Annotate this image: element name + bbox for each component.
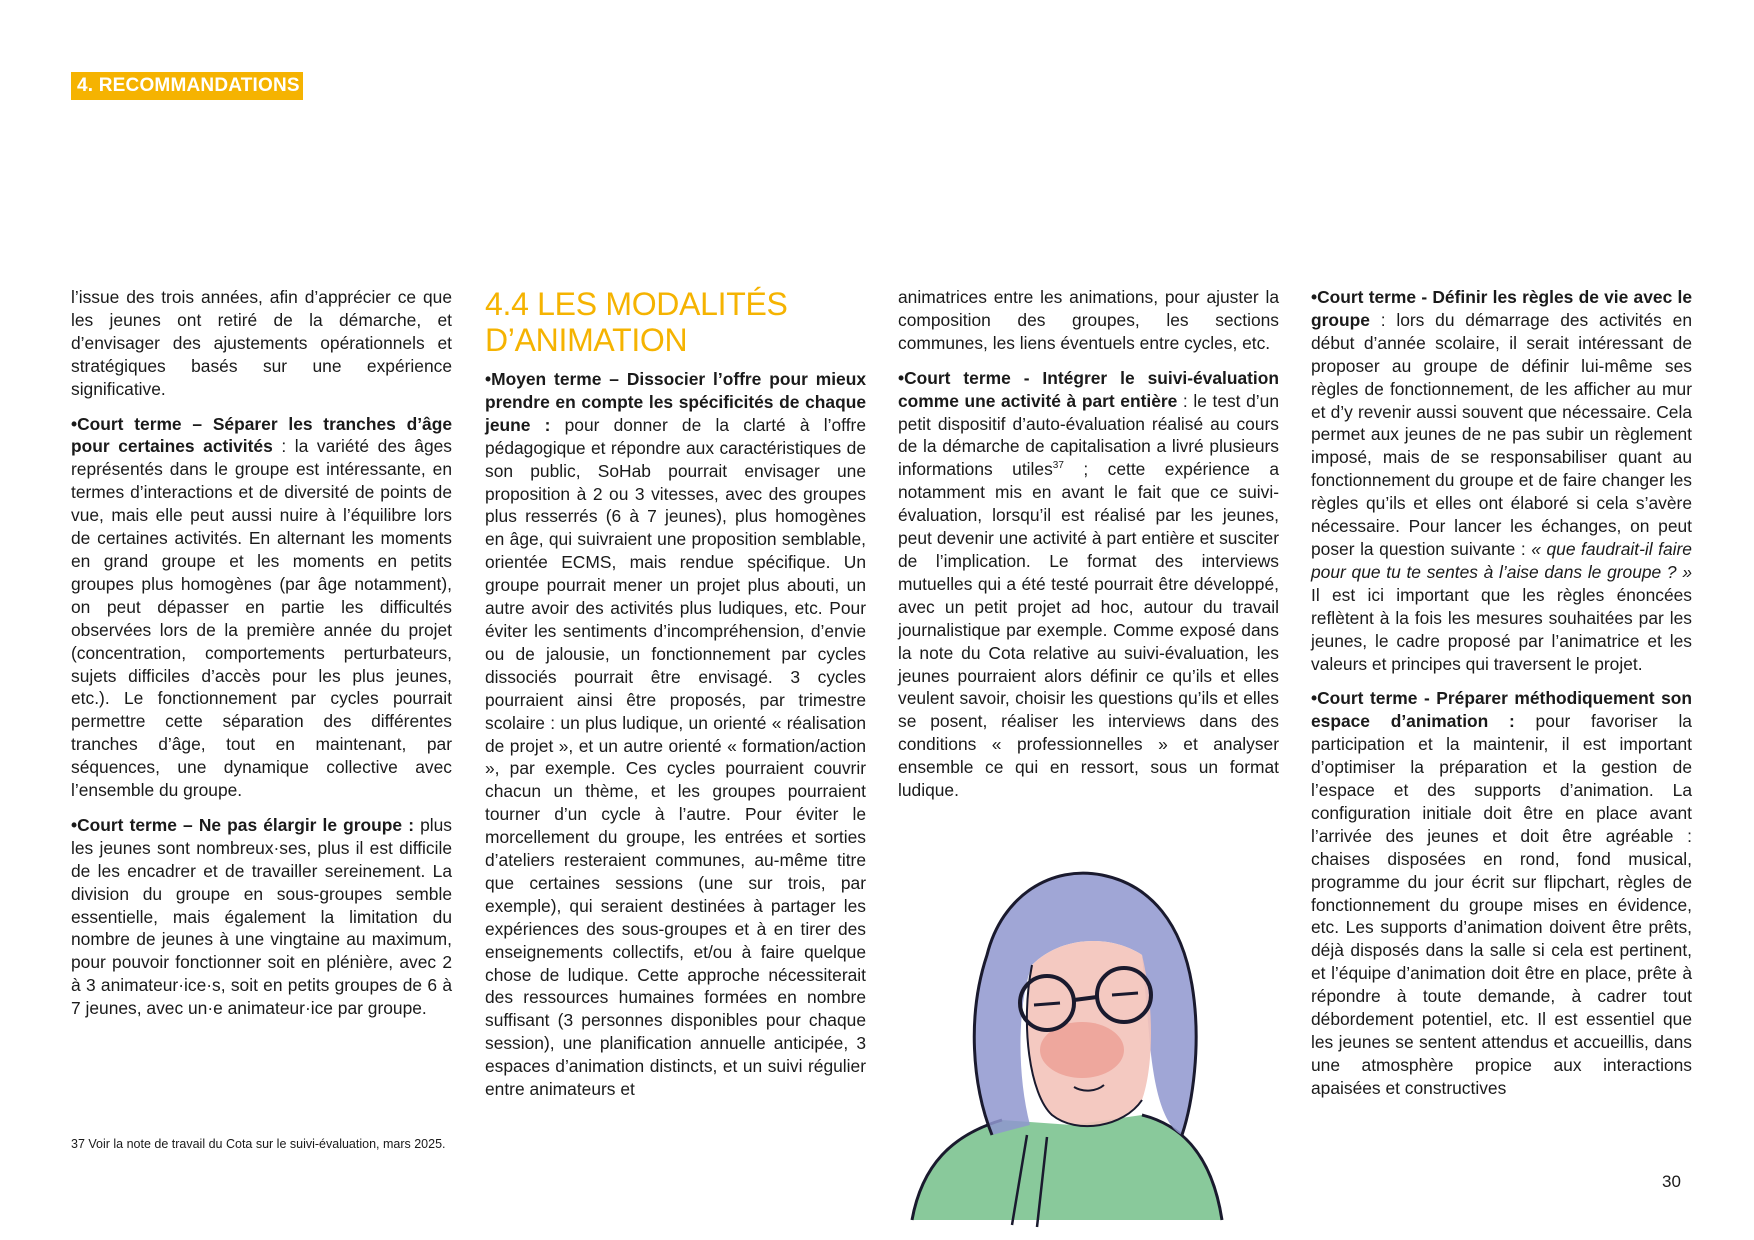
column-3 [898,286,1279,802]
section-tag: 4. RECOMMANDATIONS [71,72,303,100]
paragraph [898,367,1279,802]
recommendation-title: •Court terme - Préparer méthodiquement son espace d’animation : [1311,688,1692,732]
paragraph [1311,687,1692,1099]
column-4 [1311,286,1692,1100]
recommendation-text: pour donner de la clarté à l’offre pédagogique et répondre aux caractéristiques de son public, SoHab pourrait envisager une proposition à 2 ou 3 vitesses, avec des groupes plus resserrés (6 à 7 jeunes), plus homogènes en âge, qui suivraient une proposition semblable, orientée ECMS, mais rendue spécifique. Un groupe pourrait mener un projet plus abouti, un autre avoir des activités plus ludiques, etc. Pour éviter les sentiments d’incompréhension, d’envie ou de jalousie, un fonctionnement par cycles dissociés pourrait être envisagé. 3 cycles pourraient ainsi être proposés, par trimestre scolaire : un plus ludique, un orienté « réalisation de projet », et un autre orienté « formation/action », par exemple. Ces cycles pourraient couvrir chacun un thème, et les groupes pourraient tourner d’un cycle à l’autre. Pour éviter le morcellement du groupe, les entrées et sorties d’ateliers resteraient communes, au-même titre que certaines sessions (une sur trois, par exemple), qui seraient destinées à partager les expériences des sous-groupes et à en tirer des enseignements collectifs, et/ou à faire quelque chose de ludique. Cette approche nécessiterait des ressources humaines formées en nombre suffisant (3 personnes disponibles pour chaque session), une planification annuelle anticipée, 3 espaces d’animation distincts, et un suivi régulier entre animateurs et [485,414,866,1100]
paragraph [1311,286,1692,675]
paragraph [485,368,866,1101]
paragraph: animatrices entre les animations, pour ajuster la composition des groupes, les sections communes, les liens éventuels entre cycles, etc. [898,287,1279,353]
footnote-ref[interactable]: 37 [1052,460,1064,472]
column-2 [485,286,866,1101]
paragraph [71,413,452,802]
recommendation-title: •Moyen terme – Dissocier l’offre pour mieux prendre en compte les spécificités de chaque jeune : [485,369,866,435]
recommendation-text: : la variété des âges représentés dans le groupe est intéressante, en termes d’interactions et de diversité de points de vue, mais elle peut aussi nuire à l’équilibre lors de certaines activités. En alternant les moments en grand groupe et les moments en petits groupes plus homogènes (par âge notamment), on peut dépasser en partie les difficultés observées lors de la première année du projet (concentration, comportements perturbateurs, sujets difficiles d’accès pour les plus jeunes, etc.). Le fonctionnement par cycles pourrait permettre cette séparation des différentes tranches d’âge, tout en maintenant, par séquences, une dynamique collective avec l’ensemble du groupe. [71,436,452,801]
column-1 [71,286,452,1020]
recommendation-text: pour favoriser la participation et la maintenir, il est important d’optimiser la préparation et la gestion de l’espace et des supports d’animation. La configuration initiale doit être en place avant l’arrivée des jeunes et doit être agréable : chaises disposées en rond, fond musical, programme du jour écrit sur flipchart, règles de fonctionnement du groupe mises en évidence, etc. Les supports d’animation doivent être prêts, déjà disposés dans la salle si cela est pertinent, et l’équipe d’animation doit être en place, prête à répondre à toute demande, à cadrer tout débordement potentiel, etc. Il est essentiel que les jeunes se sentent attendus et accueillis, dans une atmosphère propice aux interactions apaisées et constructives [1311,711,1692,1098]
footnote: 37 Voir la note de travail du Cota sur le suivi-évaluation, mars 2025. [71,1137,446,1151]
recommendation-text: Il est ici important que les règles énoncées reflètent à la fois les mesures souhaitées par les jeunes, le cadre proposé par l’animatrice et les valeurs et principes qui traversent le projet. [1311,584,1692,674]
paragraph: l’issue des trois années, afin d’apprécier ce que les jeunes ont retiré de la démarche, et d’envisager des ajustements opérationnels et stratégiques basés sur une expérience significative. [71,287,452,399]
recommendation-title: •Court terme – Ne pas élargir le groupe : [71,814,414,835]
recommendation-text: plus les jeunes sont nombreux·ses, plus il est difficile de les encadrer et de travailler sereinement. La division du groupe en sous-groupes semble essentielle, mais également la limitation du nombre de jeunes à une vingtaine au maximum, pour pouvoir fonctionner soit en plénière, avec 2 à 3 animateur·ice·s, soit en petits groupes de 6 à 7 jeunes, avec un·e animateur·ice par groupe. [71,814,452,1019]
watercolor-portrait-illustration [892,835,1244,1230]
recommendation-text: : lors du démarrage des activités en début d’année scolaire, il serait intéressant de proposer au groupe de définir lui-même ses règles de fonctionnement, de les afficher au mur et d’y revenir aussi souvent que nécessaire. Cela permet aux jeunes de ne pas subir un règlement imposé, mais de se responsabiliser quant au fonctionnement du groupe et de faire changer les règles qu’ils et elles ont élaboré si cela s’avère nécessaire. Pour lancer les échanges, on peut poser la question suivante : [1311,309,1692,559]
recommendation-title: •Court terme - Définir les règles de vie avec le groupe [1311,287,1692,330]
recommendation-text: ; cette expérience a notamment mis en avant le fait que ce suivi-évaluation, lorsqu’il est réalisé par les jeunes, peut devenir une activité à part entière et susciter de l’implication. Le format des interviews mutuelles qui a été testé pourrait être développé, avec un petit projet ad hoc, autour du travail journalistique par exemple. Comme exposé dans la note du Cota relative au suivi-évaluation, les jeunes pourraient alors définir ce qu’ils et elles veulent savoir, choisir les questions qu’ils et elles se posent, réaliser les interviews dans des conditions « professionnelles » et analyser ensemble ce qui en ressort, sous un format ludique. [898,459,1280,801]
section-heading: 4.4 LES MODALITÉS D’ANIMATION [485,286,788,358]
recommendation-title: •Court terme - Intégrer le suivi-évaluation comme une activité à part entière [898,367,1279,411]
quoted-question: « que faudrait-il faire pour que tu te sentes à l’aise dans le groupe ? » [1311,538,1692,582]
recommendation-text: : le test d’un petit dispositif d’auto-évaluation réalisé au cours de la démarche de capitalisation a livré plusieurs informations utiles [898,390,1279,480]
recommendation-title: •Court terme – Séparer les tranches d’âge pour certaines activités [71,413,452,457]
paragraph [71,814,452,1020]
page-number: 30 [1662,1172,1681,1191]
